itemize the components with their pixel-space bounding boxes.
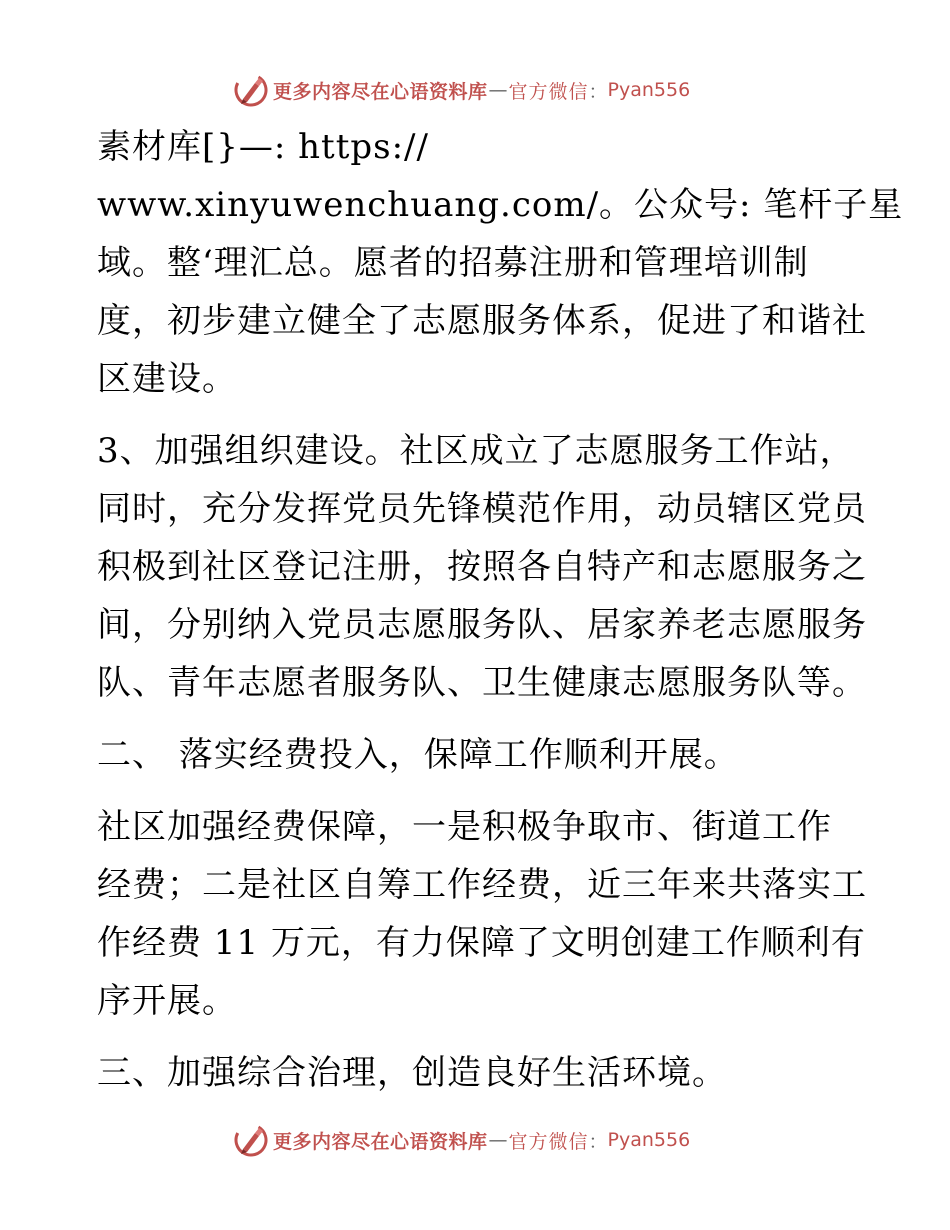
banner-wechat-id: Pyan556 [607, 1129, 691, 1151]
banner-colon: ： [588, 1130, 608, 1153]
banner-separator: — [488, 79, 508, 101]
text-line: 积极到社区登记注册，按照各自特产和志愿服务之 [97, 547, 867, 587]
header-banner [233, 72, 690, 108]
banner-colon: ： [588, 80, 608, 103]
footer-banner [233, 1122, 690, 1158]
banner-lead-text: 更多内容尽在心语资料库 [273, 1130, 488, 1153]
text-line: 度，初步建立健全了志愿服务体系，促进了和谐社 [97, 301, 867, 341]
section-heading: 三、加强综合治理，创造良好生活环境。 [97, 1053, 727, 1093]
banner-lead-text: 更多内容尽在心语资料库 [273, 80, 488, 103]
text-line: 素材库[}—: https:// [97, 127, 429, 167]
text-line: 同时，充分发挥党员先锋模范作用，动员辖区党员 [97, 489, 867, 529]
heading-3 [97, 1044, 857, 1102]
banner-separator: — [488, 1129, 508, 1151]
section-heading: 二、 落实经费投入，保障工作顺利开展。 [97, 735, 739, 775]
heading-2 [97, 726, 857, 784]
pen-logo-icon [233, 72, 269, 108]
text-line: 3、加强组织建设。社区成立了志愿服务工作站， [97, 431, 855, 471]
text-line: 区建设。 [97, 359, 237, 399]
text-line: 队、青年志愿者服务队、卫生健康志愿服务队等。 [97, 663, 867, 703]
paragraph-1 [97, 118, 904, 408]
text-line: www.xinyuwenchuang.com/。公众号: 笔杆子星 [97, 185, 904, 225]
banner-official-text: 官方微信 [508, 1130, 589, 1153]
pen-logo-icon [233, 1122, 269, 1158]
text-line: 间，分别纳入党员志愿服务队、居家养老志愿服务 [97, 605, 867, 645]
text-line: 经费；二是社区自筹工作经费，近三年来共落实工 [97, 865, 867, 905]
paragraph-3 [97, 798, 867, 1030]
paragraph-2 [97, 422, 867, 712]
document-body [97, 118, 904, 1102]
text-line: 序开展。 [97, 981, 237, 1021]
text-line: 作经费 11 万元，有力保障了文明创建工作顺利有 [97, 923, 866, 963]
text-line: 社区加强经费保障，一是积极争取市、街道工作 [97, 807, 832, 847]
text-line: 域。整‘理汇总。愿者的招募注册和管理培训制 [97, 243, 809, 283]
banner-wechat-id: Pyan556 [607, 79, 691, 101]
banner-official-text: 官方微信 [508, 80, 589, 103]
